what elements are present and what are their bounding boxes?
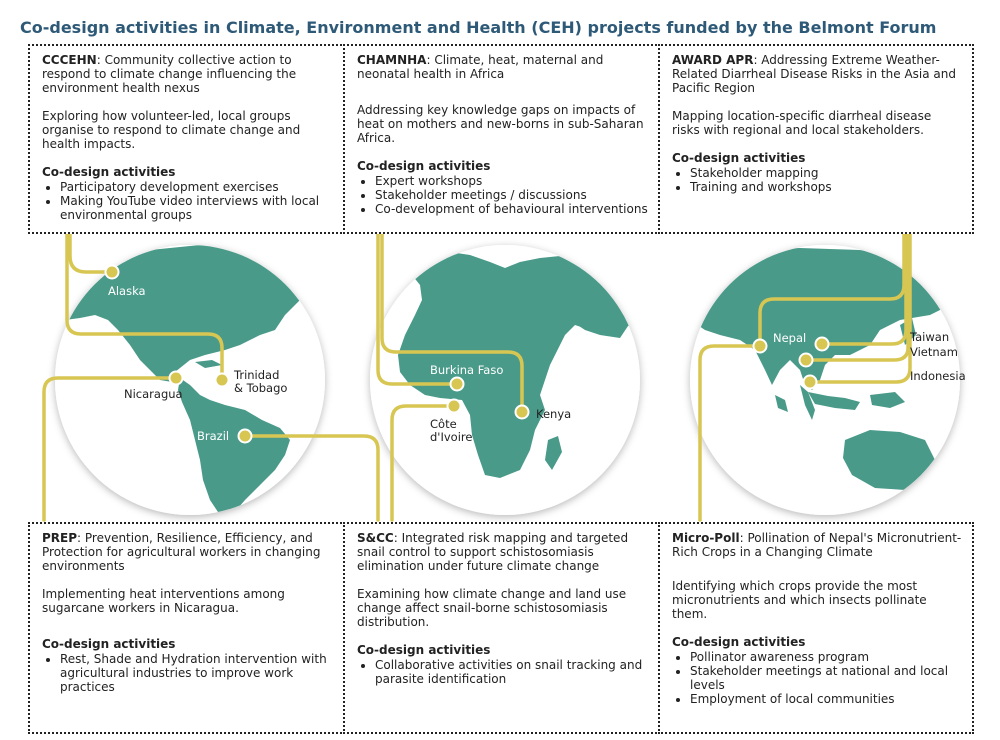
project-full-name: Pollination of Nepal's Micronutrient-Rich Crops in a Changing Climate <box>672 531 962 559</box>
label-nepal: Nepal <box>773 331 807 345</box>
list-item: • Employment of local communities <box>690 692 962 706</box>
label-cote: Côte d'Ivoire <box>430 417 473 444</box>
activities-heading: Co-design activities <box>672 635 806 649</box>
project-full-name: Climate, heat, maternal and neonatal health in Africa <box>357 53 604 81</box>
label-burkina: Burkina Faso <box>430 363 504 377</box>
activities-list <box>672 650 962 706</box>
marker-nepal <box>754 340 767 353</box>
marker-taiwan <box>816 338 829 351</box>
project-card-award-apr <box>658 44 974 234</box>
label-alaska: Alaska <box>108 284 146 298</box>
project-card-scc <box>343 522 661 734</box>
activities-list <box>357 174 649 216</box>
marker-vietnam <box>800 354 813 367</box>
list-item: • Collaborative activities on snail tracking and parasite identification <box>375 658 649 686</box>
project-description: Addressing key knowledge gaps on impacts of heat on mothers and new-borns in sub-Saharan Africa. <box>357 103 644 145</box>
marker-burkina <box>451 378 464 391</box>
label-trinidad: Trinidad & Tobago <box>234 368 288 395</box>
project-full-name: Addressing Extreme Weather-Related Diarrheal Disease Risks in the Asia and Pacific Region <box>672 53 957 95</box>
list-item: • Stakeholder meetings at national and local levels <box>690 664 962 692</box>
label-brazil: Brazil <box>197 429 230 443</box>
label-vietnam: Vietnam <box>910 345 958 359</box>
marker-indonesia <box>804 376 817 389</box>
list-item: • Co-development of behavioural interventions <box>375 202 649 216</box>
project-heading: CHAMNHA: Climate, heat, maternal and neonatal health in Africa <box>357 53 604 81</box>
list-item: • Pollinator awareness program <box>690 650 962 664</box>
project-acronym: CHAMNHA <box>357 53 427 67</box>
project-description: Examining how climate change and land use change affect snail-borne schistosomiasis distribution. <box>357 587 627 629</box>
activities-list <box>672 166 962 194</box>
globe-africa <box>370 245 650 515</box>
marker-kenya <box>516 406 529 419</box>
project-acronym: CCCEHN <box>42 53 97 67</box>
project-heading: Micro-Poll: Pollination of Nepal's Micronutrient-Rich Crops in a Changing Climate <box>672 531 962 559</box>
label-taiwan: Taiwan <box>910 330 950 344</box>
project-acronym: Micro-Poll <box>672 531 740 545</box>
project-heading: CCCEHN: Community collective action to respond to climate change influencing the environment health nexus <box>42 53 297 95</box>
marker-nicaragua <box>170 372 183 385</box>
list-item: • Rest, Shade and Hydration intervention with agricultural industries to improve work practices <box>60 652 334 694</box>
list-item: • Stakeholder mapping <box>690 166 962 180</box>
connector-cccehn-alaska <box>70 230 112 272</box>
marker-brazil <box>239 430 252 443</box>
project-card-micro-poll <box>658 522 974 734</box>
project-description: Identifying which crops provide the most micronutrients and which insects pollinate them. <box>672 579 927 621</box>
activities-list <box>42 180 334 222</box>
project-heading: AWARD APR: Addressing Extreme Weather-Related Diarrheal Disease Risks in the Asia and Pacific Region <box>672 53 957 95</box>
list-item: • Stakeholder meetings / discussions <box>375 188 649 202</box>
project-card-prep <box>28 522 346 734</box>
project-acronym: S&CC <box>357 531 394 545</box>
label-nicaragua: Nicaragua <box>124 387 183 401</box>
activities-heading: Co-design activities <box>357 643 491 657</box>
project-acronym: PREP <box>42 531 78 545</box>
project-card-cccehn <box>28 44 346 234</box>
marker-alaska <box>106 266 119 279</box>
project-card-chamnha <box>343 44 661 234</box>
activities-heading: Co-design activities <box>672 151 806 165</box>
project-full-name: Prevention, Resilience, Efficiency, and Protection for agricultural workers in changing environments <box>42 531 321 573</box>
activities-heading: Co-design activities <box>42 165 176 179</box>
label-kenya: Kenya <box>536 407 572 421</box>
list-item: • Training and workshops <box>690 180 962 194</box>
activities-heading: Co-design activities <box>42 637 176 651</box>
project-acronym: AWARD APR <box>672 53 754 67</box>
list-item: • Making YouTube video interviews with local environmental groups <box>60 194 334 222</box>
project-description: Implementing heat interventions among sugarcane workers in Nicaragua. <box>42 587 285 615</box>
project-full-name: Integrated risk mapping and targeted snail control to support schistosomiasis elimination under future climate change <box>357 531 629 573</box>
project-heading: PREP: Prevention, Resilience, Efficiency, and Protection for agricultural workers in changing environments <box>42 531 321 573</box>
marker-trinidad <box>216 374 229 387</box>
marker-cote <box>448 400 461 413</box>
project-full-name: Community collective action to respond to climate change influencing the environment health nexus <box>42 53 297 95</box>
activities-list <box>357 658 649 686</box>
activities-list <box>42 652 334 694</box>
project-description: Exploring how volunteer-led, local groups organise to respond to climate change and health impacts. <box>42 109 301 151</box>
project-description: Mapping location-specific diarrheal disease risks with regional and local stakeholders. <box>672 109 932 137</box>
list-item: • Expert workshops <box>375 174 649 188</box>
project-heading: S&CC: Integrated risk mapping and targeted snail control to support schistosomiasis elimination under future climate change <box>357 531 629 573</box>
page-title: Co-design activities in Climate, Environment and Health (CEH) projects funded by the Belmont Forum <box>20 18 937 37</box>
globe-americas <box>55 245 325 515</box>
label-indonesia: Indonesia <box>910 369 966 383</box>
list-item: • Participatory development exercises <box>60 180 334 194</box>
activities-heading: Co-design activities <box>357 159 491 173</box>
